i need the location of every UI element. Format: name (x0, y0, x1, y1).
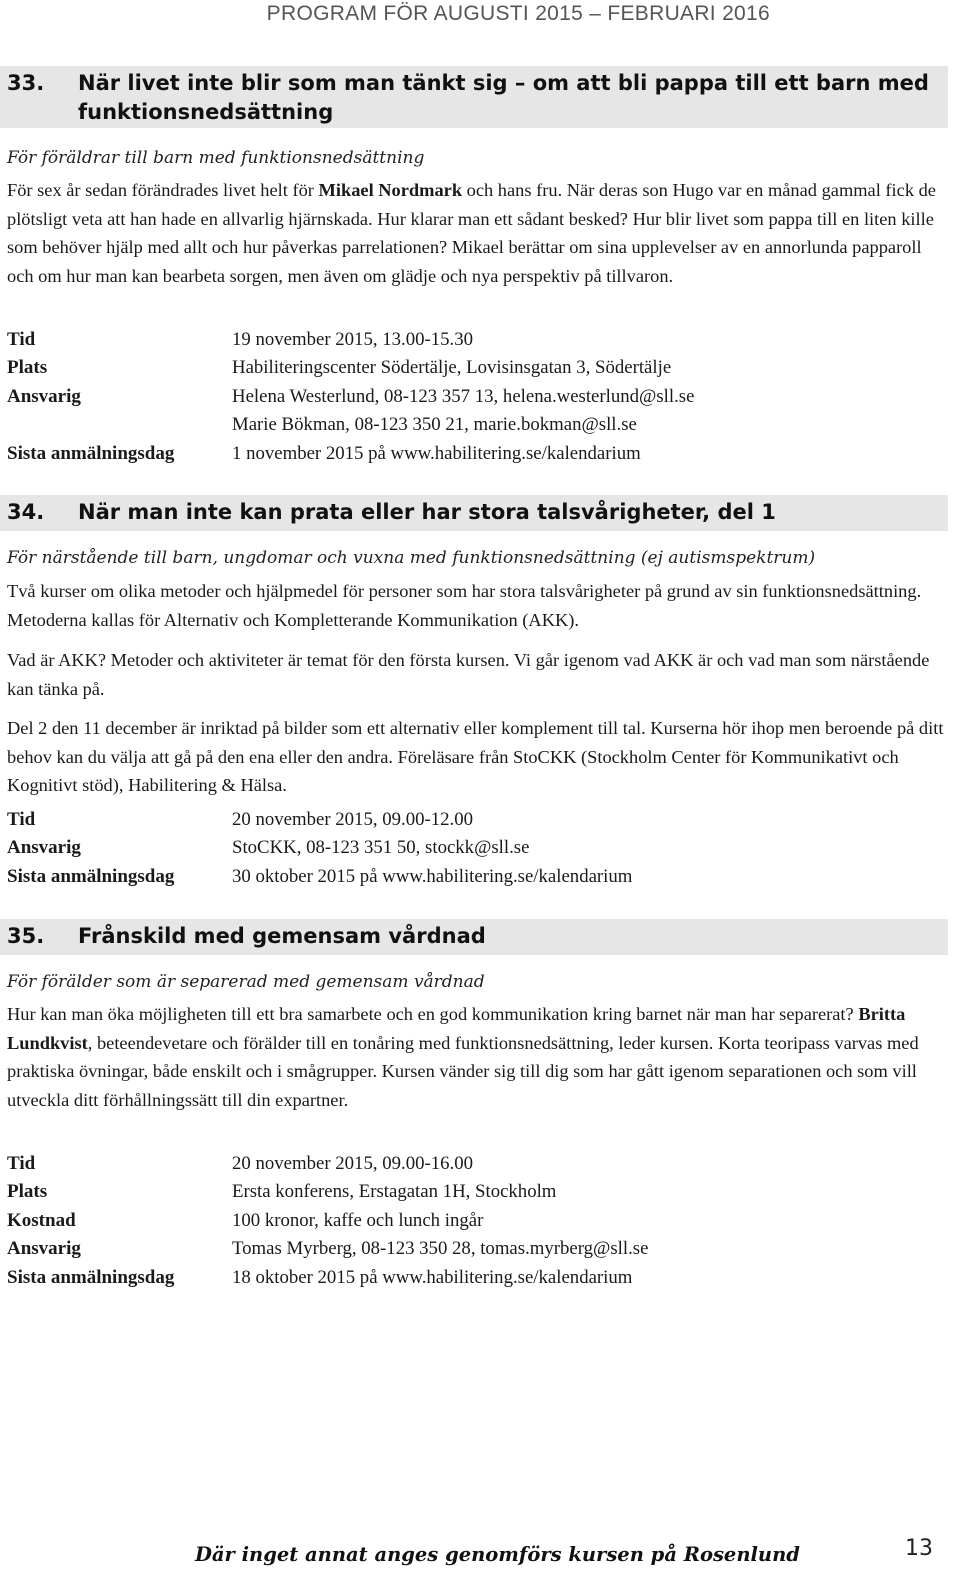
course-description: För sex år sedan förändrades livet helt för Mikael Nordmark och hans fru. När deras son Hugo var en månad gammal fick de plötsligt veta att han hade en allvarlig hjärnskada. Hur klarar man ett sådant besked? Hur blir livet som pappa till en liten kille som behöver hjälp med allt och hur påverkas parrelationen? Mikael berättar om sina upplevelser av en annorlunda papparoll och om hur man kan bearbeta sorgen, men även om glädje och nya perspektiv på tillvaron. (7, 180, 936, 286)
info-value: Helena Westerlund, 08-123 357 13, helena.westerlund@sll.se (232, 385, 695, 407)
info-value: 100 kronor, kaffe och lunch ingår (232, 1209, 484, 1231)
info-label: Plats (7, 357, 48, 379)
course-audience: För föräldrar till barn med funktionsnedsättning (7, 148, 425, 168)
info-value: 18 oktober 2015 på www.habilitering.se/kalendarium (232, 1266, 633, 1288)
info-label: Tid (7, 1153, 36, 1174)
page-number: 13 (905, 1536, 933, 1561)
course-info (7, 1150, 947, 1292)
info-value: 1 november 2015 på www.habilitering.se/kalendarium (232, 442, 641, 464)
course-title: När man inte kan prata eller har stora talsvårigheter, del 1 (78, 500, 776, 524)
info-row-place (7, 354, 947, 382)
footer-note: Där inget annat anges genomförs kursen på Rosenlund (195, 1543, 800, 1566)
course-description: Hur kan man öka möjligheten till ett bra samarbete och en god kommunikation kring barnet när man har separerat? Britta Lundkvist, beteendevetare och förälder till en tonåring med funktionsnedsättning, leder kursen. Korta teoripass varvas med praktiska övningar, både enskilt och i smågrupper. Kursen vänder sig till dig som har gått igenom separationen och som vill utveckla ditt förhållningssätt till din expartner. (7, 1004, 919, 1110)
info-value: Ersta konferens, Erstagatan 1H, Stockholm (232, 1181, 557, 1203)
info-row-time (7, 1150, 947, 1178)
course-info (7, 806, 947, 891)
lecturer-name: Britta Lundkvist (7, 1004, 906, 1053)
info-value: 19 november 2015, 13.00-15.30 (232, 329, 473, 350)
info-row-time (7, 326, 947, 354)
course-audience: För förälder som är separerad med gemensam vårdnad (7, 972, 485, 992)
course-description: Del 2 den 11 december är inriktad på bilder som ett alternativ eller komplement till tal. Kurserna hör ihop men beroende på ditt behov kan du välja att gå på den ena eller den andra. Föreläsare från StoCKK (Stockholm Center för Kommunikativt och Kognitivt stöd), Habilitering & Hälsa. (7, 718, 944, 795)
course-audience: För närstående till barn, ungdomar och vuxna med funktionsnedsättning (ej autismspektrum) (7, 548, 816, 568)
course-description: Vad är AKK? Metoder och aktiviteter är temat för den första kursen. Vi går igenom vad AKK är och vad man som närstående kan tänka på. (7, 650, 930, 699)
info-label: Kostnad (7, 1209, 76, 1231)
course-title: När livet inte blir som man tänkt sig – om att bli pappa till ett barn med funktionsnedsättning (78, 71, 929, 124)
info-value: 30 oktober 2015 på www.habilitering.se/kalendarium (232, 865, 633, 887)
info-label: Tid (7, 329, 36, 350)
info-label: Plats (7, 1181, 48, 1203)
info-row-deadline (7, 863, 947, 891)
info-label: Ansvarig (7, 385, 81, 407)
info-row-deadline (7, 440, 947, 468)
course-number: 33. (7, 71, 45, 95)
course-title-bar (0, 919, 948, 955)
running-header: PROGRAM FÖR AUGUSTI 2015 – FEBRUARI 2016 (266, 2, 770, 25)
info-label: Sista anmälningsdag (7, 1266, 175, 1288)
info-value: StoCKK, 08-123 351 50, stockk@sll.se (232, 837, 530, 859)
course-number: 34. (7, 500, 45, 524)
info-row-responsible (7, 1235, 947, 1263)
info-value: 20 november 2015, 09.00-12.00 (232, 809, 473, 830)
info-row-time (7, 806, 947, 834)
lecturer-name: Mikael Nordmark (318, 180, 463, 200)
info-value: Habiliteringscenter Södertälje, Lovisinsgatan 3, Södertälje (232, 357, 672, 379)
info-label: Tid (7, 809, 36, 830)
course-info (7, 326, 947, 468)
info-row-responsible (7, 834, 947, 862)
info-label: Ansvarig (7, 837, 81, 859)
info-label: Ansvarig (7, 1238, 81, 1260)
course-number: 35. (7, 924, 45, 948)
info-value: Tomas Myrberg, 08-123 350 28, tomas.myrberg@sll.se (232, 1238, 649, 1260)
course-title-bar (0, 66, 948, 128)
info-row-responsible-2 (7, 411, 947, 439)
course-title: Frånskild med gemensam vårdnad (78, 924, 486, 948)
info-row-responsible (7, 383, 947, 411)
info-label: Sista anmälningsdag (7, 442, 175, 464)
info-row-cost (7, 1207, 947, 1235)
info-value: 20 november 2015, 09.00-16.00 (232, 1153, 473, 1174)
info-label: Sista anmälningsdag (7, 865, 175, 887)
info-row-deadline (7, 1264, 947, 1292)
info-value: Marie Bökman, 08-123 350 21, marie.bokman@sll.se (232, 414, 637, 436)
info-row-place (7, 1178, 947, 1206)
course-title-bar (0, 495, 948, 531)
course-description: Två kurser om olika metoder och hjälpmedel för personer som har stora talsvårigheter på grund av sin funktionsnedsättning. Metoderna kallas för Alternativ och Kompletterande Kommunikation (AKK). (7, 581, 922, 630)
